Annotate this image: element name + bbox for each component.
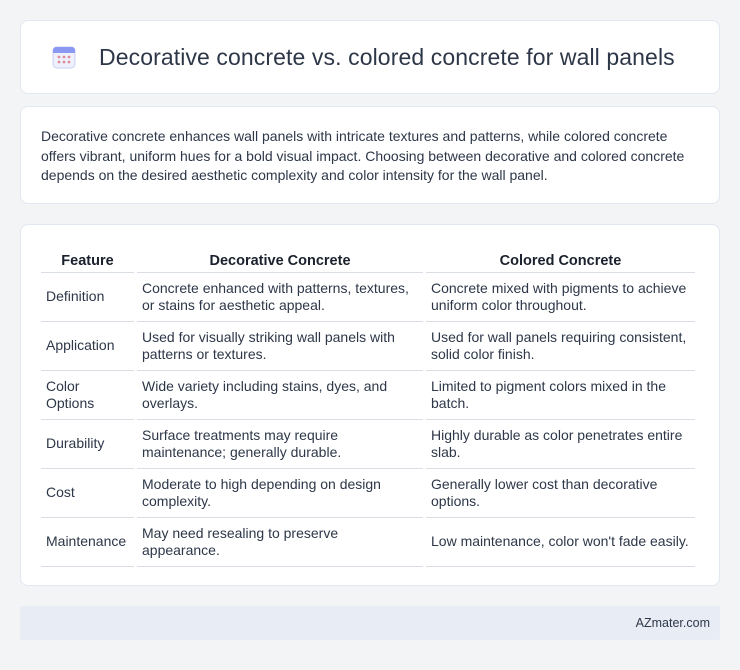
table-row [41, 469, 695, 518]
footer-bar [20, 606, 720, 640]
colored-cell: Concrete mixed with pigments to achieve uniform color throughout. [426, 273, 695, 322]
feature-cell: Color Options [41, 371, 134, 420]
decorative-cell: Moderate to high depending on design complexity. [137, 469, 423, 518]
calendar-icon [51, 44, 77, 70]
table-row [41, 322, 695, 371]
footer-site-name: AZmater.com [635, 616, 710, 630]
feature-cell: Application [41, 322, 134, 371]
decorative-cell: Used for visually striking wall panels with patterns or textures. [137, 322, 423, 371]
intro-paragraph: Decorative concrete enhances wall panels with intricate textures and patterns, while colored concrete offers vibrant, uniform hues for a bold visual impact. Choosing between decorative and colored concrete depends on the desired aesthetic complexity and color intensity for the wall panel. [41, 128, 685, 183]
colored-cell: Low maintenance, color won't fade easily. [426, 518, 695, 567]
table-row [41, 371, 695, 420]
table-card [20, 224, 720, 586]
colored-cell: Generally lower cost than decorative options. [426, 469, 695, 518]
feature-cell: Durability [41, 420, 134, 469]
table-row [41, 420, 695, 469]
decorative-cell: Concrete enhanced with patterns, textures, or stains for aesthetic appeal. [137, 273, 423, 322]
colored-cell: Highly durable as color penetrates entire slab. [426, 420, 695, 469]
table-header-row [41, 243, 695, 273]
feature-cell: Cost [41, 469, 134, 518]
table-row [41, 273, 695, 322]
feature-cell: Definition [41, 273, 134, 322]
feature-cell: Maintenance [41, 518, 134, 567]
table-row [41, 518, 695, 567]
colored-cell: Limited to pigment colors mixed in the batch. [426, 371, 695, 420]
header-feature: Feature [41, 243, 134, 273]
page-title: Decorative concrete vs. colored concrete for wall panels [99, 43, 675, 70]
intro-card [20, 106, 720, 204]
colored-cell: Used for wall panels requiring consistent, solid color finish. [426, 322, 695, 371]
decorative-cell: Surface treatments may require maintenance; generally durable. [137, 420, 423, 469]
title-card [20, 20, 720, 94]
comparison-table [38, 243, 698, 567]
decorative-cell: Wide variety including stains, dyes, and overlays. [137, 371, 423, 420]
header-colored: Colored Concrete [426, 243, 695, 273]
decorative-cell: May need resealing to preserve appearance. [137, 518, 423, 567]
header-decorative: Decorative Concrete [137, 243, 423, 273]
